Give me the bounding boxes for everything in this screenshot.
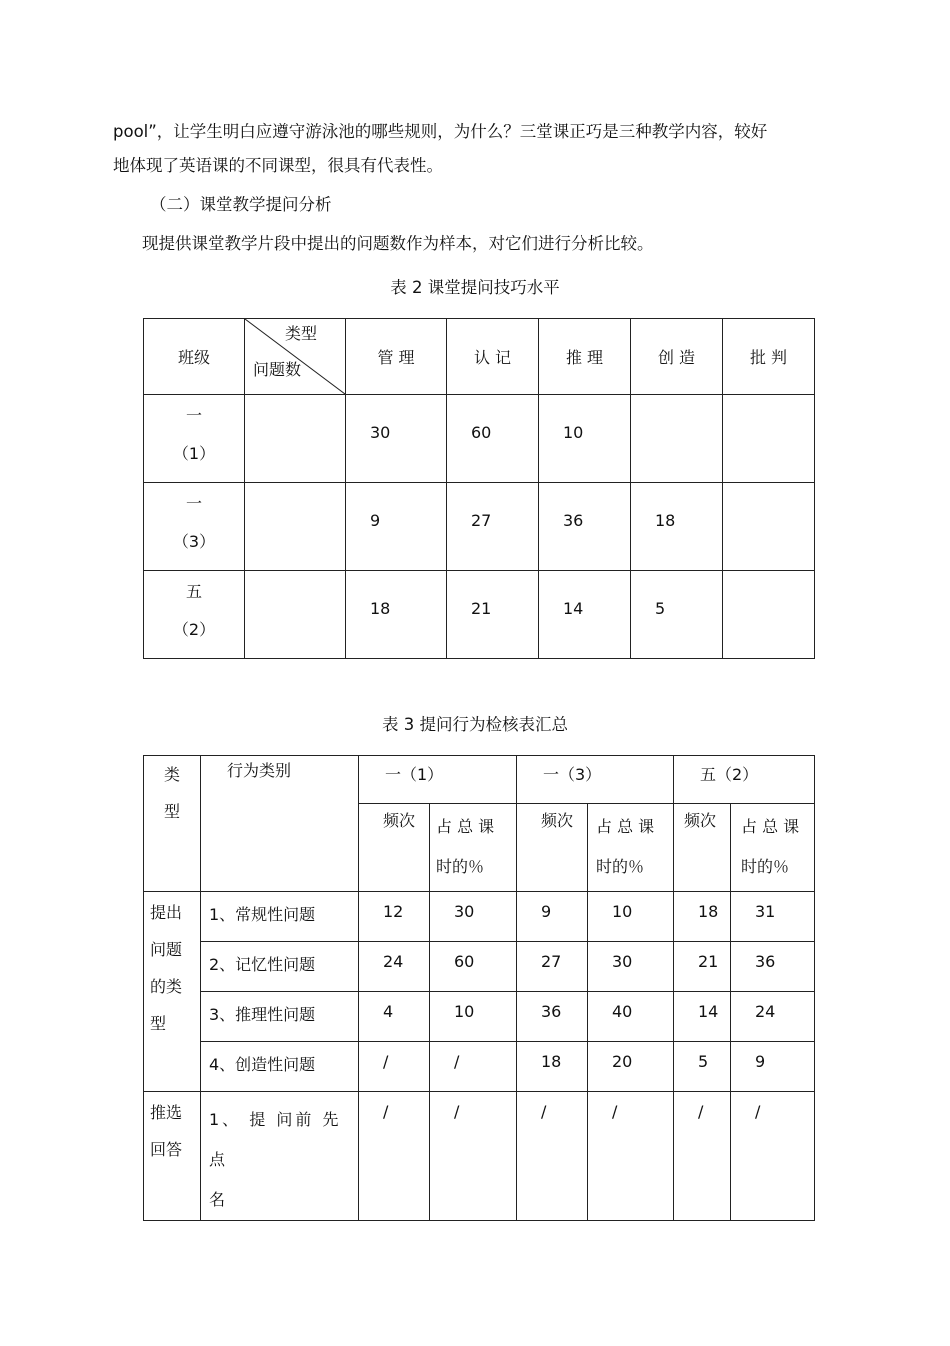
value-cell: 18: [631, 483, 723, 571]
value-cell: 40: [588, 992, 674, 1042]
value-cell: 14: [539, 571, 631, 659]
value-cell: [631, 395, 723, 483]
table2-header-col: 批 判: [723, 319, 815, 395]
table3-header-group: 一（1）: [359, 756, 517, 804]
section-heading: （二）课堂教学提问分析: [150, 195, 332, 214]
paragraph-line: 地体现了英语课的不同课型，很具有代表性。: [113, 156, 443, 175]
value-cell: 9: [346, 483, 447, 571]
paragraph: 现提供课堂教学片段中提出的问题数作为样本，对它们进行分析比较。: [142, 234, 654, 253]
table-row: [144, 1042, 815, 1092]
empty-cell: [245, 571, 346, 659]
value-cell: 18: [517, 1042, 588, 1092]
table2-header-col: 管 理: [346, 319, 447, 395]
value-cell: /: [517, 1092, 588, 1221]
behavior-item: 1、常规性问题: [201, 892, 359, 942]
value-cell: 4: [359, 992, 430, 1042]
value-cell: /: [430, 1042, 517, 1092]
value-cell: /: [359, 1092, 430, 1221]
row-label: 一 （3）: [144, 483, 245, 571]
value-cell: [723, 395, 815, 483]
table2-header-col: 创 造: [631, 319, 723, 395]
behavior-item: 4、创造性问题: [201, 1042, 359, 1092]
table2-caption: 表 2 课堂提问技巧水平: [390, 278, 560, 297]
value-cell: 24: [731, 992, 815, 1042]
table2-header-col: 认 记: [447, 319, 539, 395]
row-label: 一 （1）: [144, 395, 245, 483]
value-cell: 12: [359, 892, 430, 942]
value-cell: 5: [631, 571, 723, 659]
value-cell: 36: [731, 942, 815, 992]
table2-header-col: 推 理: [539, 319, 631, 395]
value-cell: 27: [517, 942, 588, 992]
row-label: 五 （2）: [144, 571, 245, 659]
value-cell: /: [674, 1092, 731, 1221]
section-label-ask: 提出 问题 的类 型: [144, 892, 201, 1092]
table2-header-class: 班级: [144, 319, 245, 395]
value-cell: 31: [731, 892, 815, 942]
empty-cell: [245, 483, 346, 571]
value-cell: 18: [346, 571, 447, 659]
table-row: [144, 1092, 815, 1221]
value-cell: 60: [430, 942, 517, 992]
value-cell: /: [588, 1092, 674, 1221]
value-cell: 10: [539, 395, 631, 483]
diag-label-count: 问题数: [253, 360, 302, 379]
value-cell: 30: [346, 395, 447, 483]
table-row: [144, 892, 815, 942]
pct-header: 占 总 课 时的％: [588, 804, 674, 892]
table-row: [144, 483, 815, 571]
value-cell: [723, 483, 815, 571]
paragraph-line: pool”，让学生明白应遵守游泳池的哪些规则，为什么？三堂课正巧是三种教学内容，较好: [113, 122, 768, 141]
value-cell: 18: [674, 892, 731, 942]
value-cell: 27: [447, 483, 539, 571]
value-cell: 20: [588, 1042, 674, 1092]
value-cell: /: [731, 1092, 815, 1221]
behavior-item: 2、记忆性问题: [201, 942, 359, 992]
value-cell: /: [430, 1092, 517, 1221]
table2: [143, 318, 815, 659]
table3-header-group: 五（2）: [674, 756, 815, 804]
value-cell: 5: [674, 1042, 731, 1092]
value-cell: 21: [674, 942, 731, 992]
table-row: [144, 571, 815, 659]
table3-caption: 表 3 提问行为检核表汇总: [382, 715, 568, 734]
value-cell: 9: [731, 1042, 815, 1092]
section-label-select: 推选 回答: [144, 1092, 201, 1221]
value-cell: 60: [447, 395, 539, 483]
value-cell: 36: [517, 992, 588, 1042]
value-cell: /: [359, 1042, 430, 1092]
value-cell: 30: [430, 892, 517, 942]
pct-header: 占 总 课 时的％: [731, 804, 815, 892]
table3-header-group: 一（3）: [517, 756, 674, 804]
empty-cell: [245, 395, 346, 483]
value-cell: 14: [674, 992, 731, 1042]
table3: [143, 755, 815, 1221]
behavior-item: 3、推理性问题: [201, 992, 359, 1042]
freq-header: 频次: [359, 804, 430, 892]
value-cell: [723, 571, 815, 659]
table-row: [144, 942, 815, 992]
table-row: [144, 395, 815, 483]
table-row: [144, 992, 815, 1042]
table2-header-diagonal: [245, 319, 346, 395]
pct-header: 占 总 课 时的％: [430, 804, 517, 892]
value-cell: 30: [588, 942, 674, 992]
value-cell: 36: [539, 483, 631, 571]
diag-label-type: 类型: [284, 324, 317, 343]
freq-header: 频次: [517, 804, 588, 892]
value-cell: 24: [359, 942, 430, 992]
table3-header-behavior: 行为类别: [201, 756, 359, 892]
freq-header: 频次: [674, 804, 731, 892]
value-cell: 21: [447, 571, 539, 659]
table3-header-type: 类 型: [144, 756, 201, 892]
value-cell: 10: [588, 892, 674, 942]
value-cell: 9: [517, 892, 588, 942]
value-cell: 10: [430, 992, 517, 1042]
behavior-item: 1、 提 问前 先点 名: [201, 1092, 359, 1221]
